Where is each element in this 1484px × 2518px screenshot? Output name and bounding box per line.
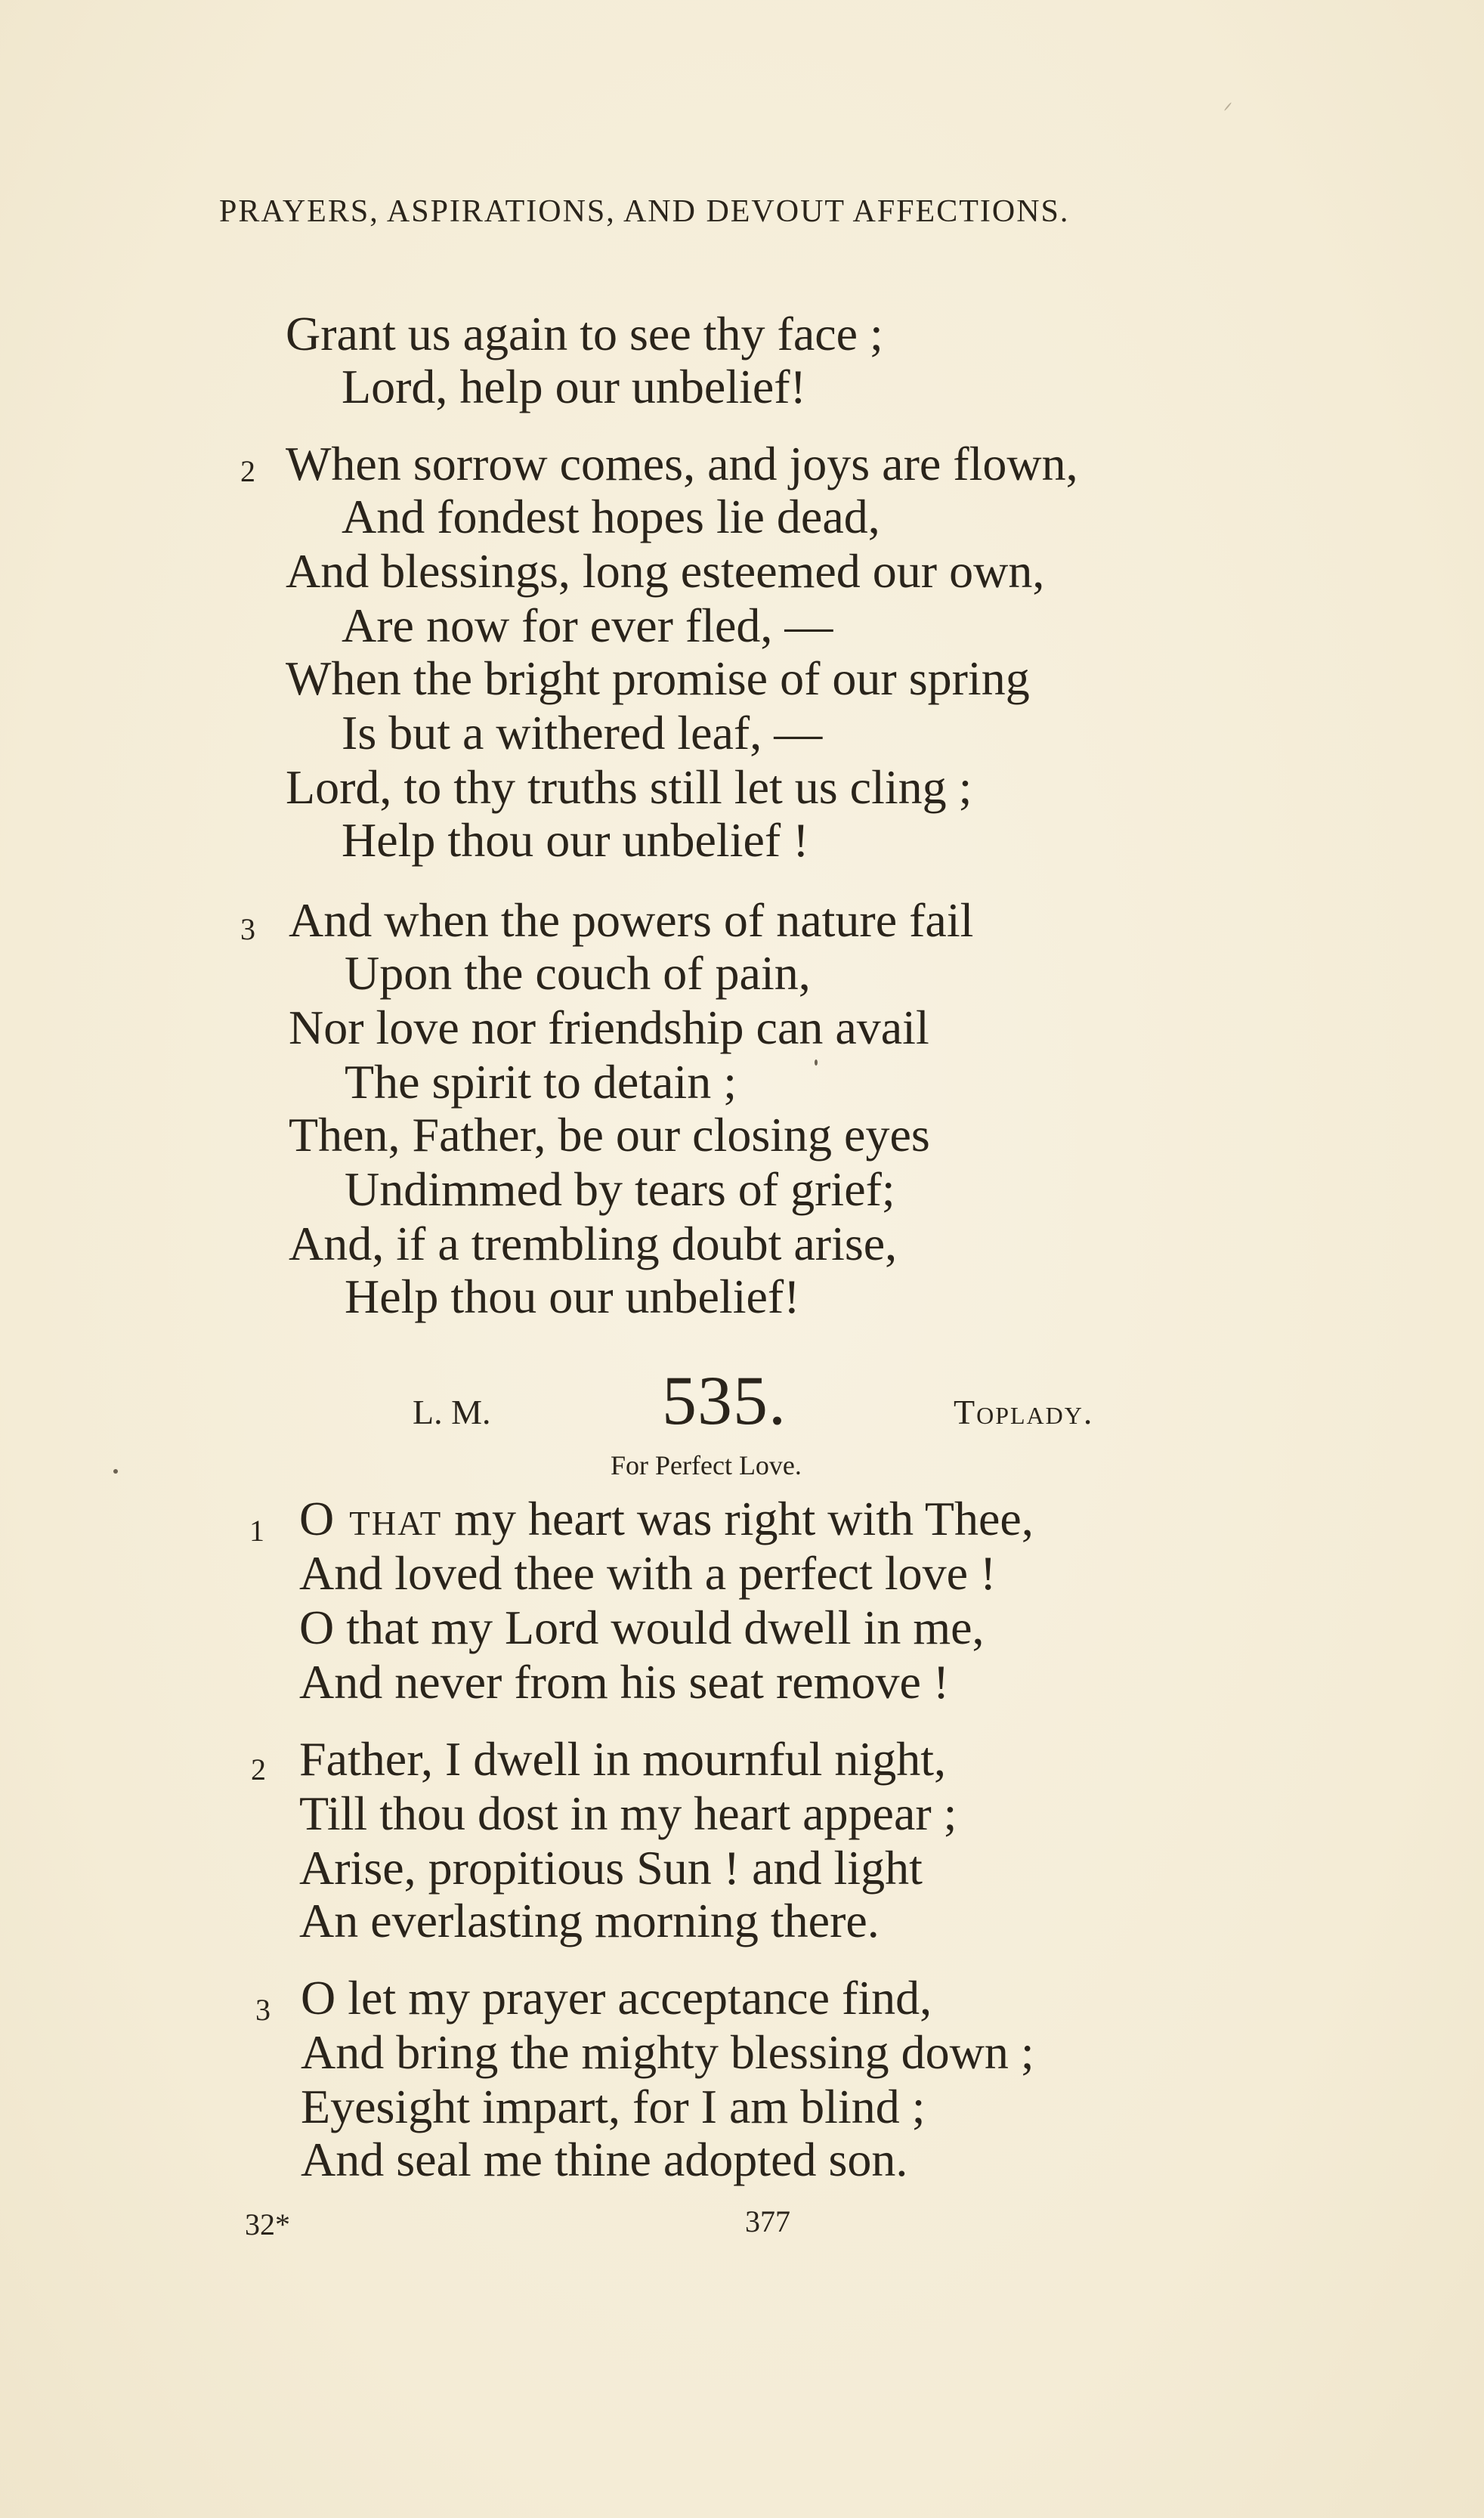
- stanza-number: 2: [251, 1752, 266, 1786]
- stanza-number: 3: [240, 912, 255, 946]
- verse-line: O let my prayer acceptance find,: [301, 1971, 932, 2025]
- page-speck: [113, 1469, 118, 1474]
- verse-line: Grant us again to see thy face ;: [286, 307, 883, 360]
- verse-line: When sorrow comes, and joys are flown,: [286, 437, 1078, 490]
- verse-line: And seal me thine adopted son.: [301, 2133, 908, 2186]
- page-speck: [1224, 102, 1232, 111]
- stanza-number: 3: [255, 1993, 271, 2027]
- verse-line: Upon the couch of pain,: [345, 946, 811, 1000]
- verse-line: And fondest hopes lie dead,: [342, 490, 880, 543]
- verse-line: O that my Lord would dwell in me,: [299, 1601, 985, 1654]
- verse-line-rest: my heart was right with Thee,: [442, 1492, 1034, 1545]
- verse-line: And when the powers of nature fail: [289, 893, 974, 947]
- hymn-meter: L. M.: [413, 1393, 491, 1431]
- stanza-number: 1: [249, 1514, 264, 1548]
- verse-line: An everlasting morning there.: [299, 1894, 880, 1947]
- verse-line: Nor love nor friendship can avail: [289, 1001, 929, 1054]
- verse-line: And loved thee with a perfect love !: [299, 1546, 997, 1600]
- verse-line: Help thou our unbelief!: [345, 1270, 800, 1323]
- verse-line: Arise, propitious Sun ! and light: [299, 1841, 923, 1895]
- verse-first-words: O that: [299, 1492, 443, 1545]
- verse-line: Lord, to thy truths still let us cling ;: [286, 760, 972, 814]
- verse-line: Eyesight impart, for I am blind ;: [301, 2080, 926, 2133]
- hymn-author: Toplady.: [954, 1393, 1094, 1431]
- page-speck: [815, 1059, 818, 1066]
- verse-line: Are now for ever fled, —: [342, 599, 833, 652]
- verse-line: And never from his seat remove !: [299, 1655, 950, 1709]
- stanza-number: 2: [240, 454, 255, 488]
- verse-line: And blessings, long esteemed our own,: [286, 544, 1045, 598]
- verse-line: Help thou our unbelief !: [342, 813, 809, 867]
- hymn-number: 535.: [662, 1362, 787, 1439]
- verse-line: When the bright promise of our spring: [286, 651, 1030, 705]
- hymn-subtitle: For Perfect Love.: [611, 1450, 802, 1480]
- running-head: PRAYERS, ASPIRATIONS, AND DEVOUT AFFECTIONS.: [219, 194, 1070, 229]
- verse-line: Lord, help our unbelief!: [342, 360, 806, 413]
- verse-line: And, if a trembling doubt arise,: [289, 1217, 898, 1270]
- verse-line: [299, 1492, 1034, 1545]
- signature-mark: 32*: [245, 2207, 290, 2241]
- page-number: 377: [745, 2204, 790, 2238]
- verse-line: Till thou dost in my heart appear ;: [299, 1786, 957, 1840]
- verse-line: Father, I dwell in mournful night,: [299, 1732, 946, 1786]
- verse-line: Undimmed by tears of grief;: [345, 1162, 895, 1216]
- verse-line: The spirit to detain ;: [345, 1055, 737, 1109]
- verse-line: And bring the mighty blessing down ;: [301, 2025, 1034, 2079]
- verse-line: Is but a withered leaf, —: [342, 706, 823, 759]
- verse-line: Then, Father, be our closing eyes: [289, 1108, 930, 1162]
